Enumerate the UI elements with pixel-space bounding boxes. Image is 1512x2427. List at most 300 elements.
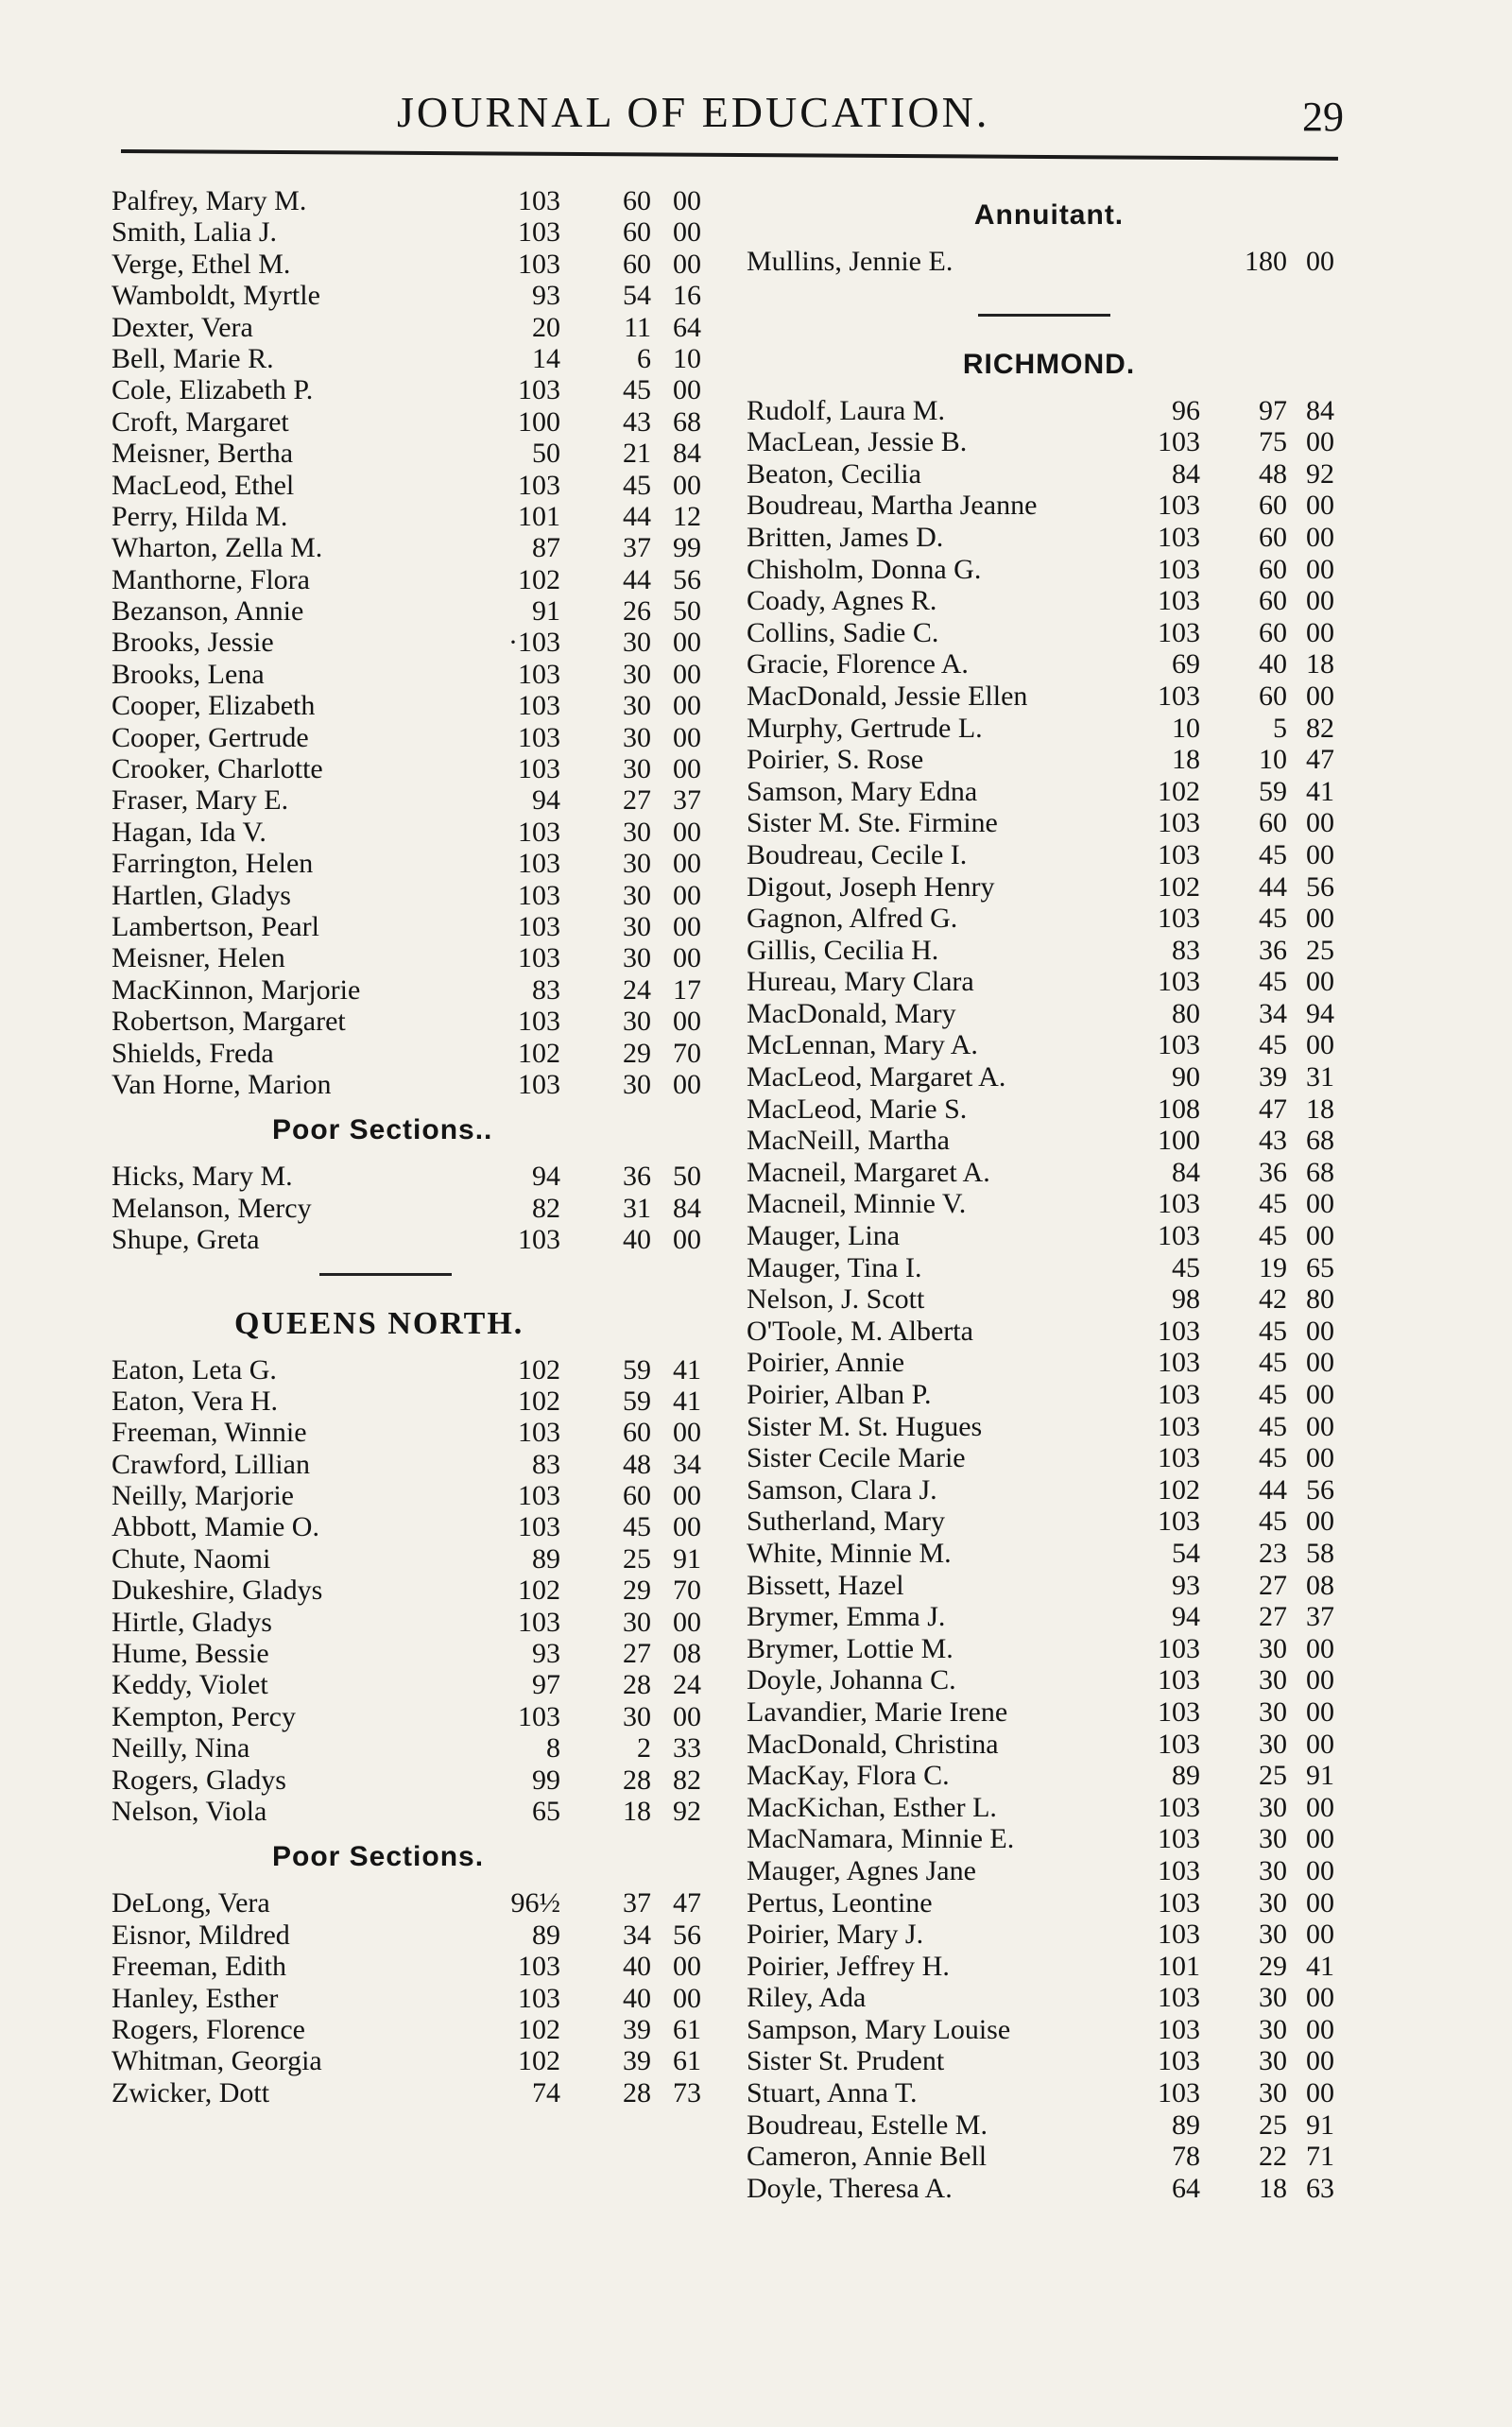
entry-days: 93 bbox=[532, 280, 560, 312]
entry-days: 103 bbox=[518, 690, 560, 722]
list-item bbox=[747, 1157, 1351, 1189]
entry-dollars: 40 bbox=[1259, 648, 1287, 680]
entry-days: 87 bbox=[532, 532, 560, 564]
list-item bbox=[747, 1474, 1351, 1506]
entry-name: Eaton, Leta G. bbox=[112, 1353, 277, 1386]
list-item bbox=[747, 680, 1351, 713]
entry-name: Cooper, Gertrude bbox=[112, 721, 309, 753]
entry-dollars: 39 bbox=[623, 2013, 651, 2045]
entry-name: Hicks, Mary M. bbox=[112, 1161, 293, 1193]
entry-cents: 64 bbox=[673, 311, 701, 343]
entry-cents: 70 bbox=[673, 1575, 701, 1607]
list-item bbox=[112, 1069, 716, 1100]
entry-name: Eaton, Vera H. bbox=[112, 1385, 279, 1417]
entry-name: Gracie, Florence A. bbox=[747, 648, 969, 680]
entry-name: Samson, Mary Edna bbox=[747, 775, 978, 807]
entry-days: 103 bbox=[518, 1068, 560, 1100]
entry-cents: 00 bbox=[1306, 1315, 1334, 1347]
entry-cents: 34 bbox=[673, 1448, 701, 1480]
entry-days: 103 bbox=[1158, 585, 1200, 617]
entry-days: 103 bbox=[518, 910, 560, 942]
entry-days: 94 bbox=[532, 784, 560, 817]
entry-dollars: 21 bbox=[623, 438, 651, 470]
entry-days: 8 bbox=[546, 1732, 560, 1764]
entry-dollars: 25 bbox=[1259, 1760, 1287, 1792]
list-item bbox=[112, 1919, 716, 1951]
entry-dollars: 45 bbox=[1259, 1315, 1287, 1347]
list-item bbox=[112, 1732, 716, 1764]
entry-dollars: 30 bbox=[623, 721, 651, 753]
entry-days: 102 bbox=[1158, 1473, 1200, 1506]
entry-dollars: 43 bbox=[1259, 1125, 1287, 1157]
entry-name: MacKichan, Esther L. bbox=[747, 1791, 997, 1823]
entry-cents: 00 bbox=[1306, 807, 1334, 839]
entry-days: 102 bbox=[1158, 870, 1200, 903]
entry-days: 102 bbox=[518, 1037, 560, 1069]
entry-dollars: 45 bbox=[1259, 1188, 1287, 1220]
entry-cents: 31 bbox=[1306, 1061, 1334, 1093]
list-item bbox=[747, 1982, 1351, 2014]
list-item bbox=[747, 903, 1351, 935]
entry-cents: 00 bbox=[1306, 1188, 1334, 1220]
entry-cents: 41 bbox=[1306, 775, 1334, 807]
entry-dollars: 59 bbox=[623, 1353, 651, 1386]
entry-cents: 00 bbox=[673, 1982, 701, 2014]
entry-days: 64 bbox=[1172, 2172, 1200, 2204]
entry-cents: 00 bbox=[1306, 680, 1334, 712]
list-item bbox=[747, 522, 1351, 554]
entry-name: Gagnon, Alfred G. bbox=[747, 903, 958, 935]
entry-days: 103 bbox=[1158, 1982, 1200, 2014]
entry-dollars: 60 bbox=[1259, 585, 1287, 617]
entry-name: MacKay, Flora C. bbox=[747, 1760, 950, 1792]
entry-name: Chute, Naomi bbox=[112, 1542, 271, 1575]
entry-dollars: 30 bbox=[1259, 1982, 1287, 2014]
entry-dollars: 30 bbox=[1259, 1919, 1287, 1951]
list-item bbox=[747, 1125, 1351, 1157]
entry-cents: 00 bbox=[1306, 1442, 1334, 1474]
entry-cents: 00 bbox=[1306, 521, 1334, 553]
list-item bbox=[747, 395, 1351, 427]
entry-dollars: 45 bbox=[1259, 1029, 1287, 1061]
header-rule bbox=[121, 149, 1338, 161]
poor-sections-heading-1: Poor Sections.. bbox=[272, 1114, 493, 1146]
entry-name: Sister Cecile Marie bbox=[747, 1442, 966, 1474]
entry-name: Mauger, Tina I. bbox=[747, 1251, 922, 1283]
entry-name: Wamboldt, Myrtle bbox=[112, 280, 320, 312]
entry-days: 103 bbox=[1158, 426, 1200, 458]
entry-name: Rogers, Gladys bbox=[112, 1764, 286, 1796]
list-item bbox=[747, 1093, 1351, 1126]
entry-dollars: 27 bbox=[623, 784, 651, 817]
entry-dollars: 30 bbox=[1259, 1632, 1287, 1664]
entry-dollars: 2 bbox=[637, 1732, 651, 1764]
entry-days: 108 bbox=[1158, 1093, 1200, 1125]
entry-cents: 80 bbox=[1306, 1283, 1334, 1316]
entry-name: Hagan, Ida V. bbox=[112, 816, 266, 848]
list-item bbox=[112, 659, 716, 690]
entry-dollars: 27 bbox=[623, 1638, 651, 1670]
entry-dollars: 28 bbox=[623, 2076, 651, 2109]
entry-dollars: 43 bbox=[623, 405, 651, 438]
entry-name: Neilly, Nina bbox=[112, 1732, 250, 1764]
entry-dollars: 60 bbox=[1259, 553, 1287, 585]
entry-cents: 17 bbox=[673, 973, 701, 1006]
list-item bbox=[112, 532, 716, 563]
entry-name: Cameron, Annie Bell bbox=[747, 2141, 988, 2173]
entry-name: Doyle, Theresa A. bbox=[747, 2172, 953, 2204]
entry-cents: 91 bbox=[1306, 1760, 1334, 1792]
list-item bbox=[112, 406, 716, 438]
entry-days: 91 bbox=[532, 595, 560, 628]
entry-days: 103 bbox=[518, 1480, 560, 1512]
entry-days: 103 bbox=[1158, 1442, 1200, 1474]
entry-days: 103 bbox=[1158, 1695, 1200, 1728]
entry-days: 103 bbox=[1158, 807, 1200, 839]
entry-name: Crawford, Lillian bbox=[112, 1448, 310, 1480]
entry-days: 103 bbox=[518, 658, 560, 690]
entry-dollars: 27 bbox=[1259, 1569, 1287, 1601]
entry-dollars: 37 bbox=[623, 532, 651, 564]
entry-cents: 73 bbox=[673, 2076, 701, 2109]
entry-name: Boudreau, Martha Jeanne bbox=[747, 490, 1038, 522]
list-item bbox=[747, 1188, 1351, 1220]
entry-cents: 37 bbox=[673, 784, 701, 817]
entry-cents: 00 bbox=[1306, 1791, 1334, 1823]
entry-name: Shields, Freda bbox=[112, 1037, 274, 1069]
entry-name: MacNeill, Martha bbox=[747, 1125, 950, 1157]
entry-cents: 00 bbox=[673, 1511, 701, 1543]
entry-cents: 84 bbox=[1306, 394, 1334, 426]
entry-dollars: 28 bbox=[623, 1669, 651, 1701]
entry-name: White, Minnie M. bbox=[747, 1537, 952, 1569]
entry-cents: 08 bbox=[673, 1638, 701, 1670]
entry-cents: 92 bbox=[673, 1795, 701, 1827]
entry-dollars: 39 bbox=[1259, 1061, 1287, 1093]
list-item bbox=[747, 1601, 1351, 1633]
list-item bbox=[112, 216, 716, 248]
entry-days: ·103 bbox=[508, 627, 560, 659]
entry-days: 89 bbox=[1172, 1760, 1200, 1792]
entry-name: Mauger, Lina bbox=[747, 1220, 901, 1252]
list-item bbox=[747, 998, 1351, 1030]
entry-cents: 00 bbox=[673, 1068, 701, 1100]
annuitant-list bbox=[747, 246, 1351, 278]
entry-dollars: 45 bbox=[1259, 1347, 1287, 1379]
entry-dollars: 25 bbox=[623, 1542, 651, 1575]
entry-cents: 00 bbox=[1306, 903, 1334, 935]
entry-days: 103 bbox=[518, 848, 560, 880]
entry-days: 20 bbox=[532, 311, 560, 343]
entry-cents: 10 bbox=[673, 342, 701, 374]
list-item bbox=[112, 1951, 716, 1982]
entry-cents: 00 bbox=[1306, 553, 1334, 585]
list-item bbox=[747, 458, 1351, 491]
entry-dollars: 36 bbox=[1259, 934, 1287, 966]
list-item bbox=[112, 280, 716, 311]
entry-cents: 16 bbox=[673, 280, 701, 312]
list-item bbox=[747, 1633, 1351, 1665]
entry-name: Nelson, J. Scott bbox=[747, 1283, 925, 1316]
entry-name: Robertson, Margaret bbox=[112, 1006, 346, 1038]
entry-dollars: 30 bbox=[1259, 2077, 1287, 2109]
entry-name: Eisnor, Mildred bbox=[112, 1919, 290, 1951]
entry-days: 103 bbox=[1158, 553, 1200, 585]
entry-dollars: 18 bbox=[1259, 2172, 1287, 2204]
entry-cents: 08 bbox=[1306, 1569, 1334, 1601]
entry-dollars: 45 bbox=[623, 469, 651, 501]
entry-name: Brymer, Emma J. bbox=[747, 1601, 946, 1633]
entry-days: 103 bbox=[518, 879, 560, 911]
entry-days: 103 bbox=[518, 816, 560, 848]
list-item bbox=[112, 1669, 716, 1700]
entry-cents: 92 bbox=[1306, 457, 1334, 490]
entry-days: 102 bbox=[518, 1353, 560, 1386]
entry-days: 103 bbox=[1158, 966, 1200, 998]
entry-cents: 84 bbox=[673, 1192, 701, 1224]
entry-cents: 00 bbox=[1306, 1029, 1334, 1061]
entry-cents: 00 bbox=[673, 1224, 701, 1256]
list-item bbox=[747, 1347, 1351, 1379]
list-item bbox=[112, 343, 716, 374]
list-item bbox=[747, 1252, 1351, 1284]
entry-cents: 00 bbox=[673, 216, 701, 249]
entry-cents: 00 bbox=[1306, 1886, 1334, 1919]
entry-cents: 00 bbox=[1306, 1664, 1334, 1696]
entry-dollars: 75 bbox=[1259, 426, 1287, 458]
entry-dollars: 44 bbox=[1259, 870, 1287, 903]
list-item bbox=[747, 648, 1351, 680]
entry-days: 101 bbox=[518, 500, 560, 532]
entry-days: 18 bbox=[1172, 744, 1200, 776]
entry-name: Bissett, Hazel bbox=[747, 1569, 904, 1601]
list-item bbox=[112, 185, 716, 216]
entry-name: MacLean, Jessie B. bbox=[747, 426, 968, 458]
list-item bbox=[747, 1538, 1351, 1570]
list-item bbox=[112, 722, 716, 753]
list-item bbox=[112, 1386, 716, 1417]
entry-name: Croft, Margaret bbox=[112, 405, 289, 438]
entry-days: 103 bbox=[1158, 1823, 1200, 1855]
entry-cents: 00 bbox=[1306, 2013, 1334, 2045]
entry-cents: 50 bbox=[673, 1161, 701, 1193]
entry-cents: 00 bbox=[673, 942, 701, 974]
entry-name: Poirier, Mary J. bbox=[747, 1919, 924, 1951]
entry-dollars: 60 bbox=[623, 1480, 651, 1512]
entry-name: Van Horne, Marion bbox=[112, 1068, 332, 1100]
entry-days: 103 bbox=[1158, 1854, 1200, 1886]
entry-days: 103 bbox=[1158, 903, 1200, 935]
entry-days: 103 bbox=[1158, 1728, 1200, 1760]
entry-name: Beaton, Cecilia bbox=[747, 457, 921, 490]
entry-days: 103 bbox=[1158, 1886, 1200, 1919]
entry-dollars: 30 bbox=[1259, 1854, 1287, 1886]
entry-days: 89 bbox=[532, 1542, 560, 1575]
entry-dollars: 10 bbox=[1259, 744, 1287, 776]
entry-name: Chisholm, Donna G. bbox=[747, 553, 982, 585]
entry-dollars: 40 bbox=[623, 1951, 651, 1983]
list-item bbox=[747, 1379, 1351, 1411]
entry-dollars: 30 bbox=[1259, 1728, 1287, 1760]
list-item bbox=[747, 426, 1351, 458]
entry-name: Macneil, Minnie V. bbox=[747, 1188, 967, 1220]
entry-name: Brooks, Lena bbox=[112, 658, 265, 690]
entry-dollars: 23 bbox=[1259, 1537, 1287, 1569]
entry-dollars: 19 bbox=[1259, 1251, 1287, 1283]
entry-name: Rogers, Florence bbox=[112, 2013, 305, 2045]
list-item bbox=[112, 1417, 716, 1448]
entry-name: Manthorne, Flora bbox=[112, 563, 310, 595]
entry-days: 54 bbox=[1172, 1537, 1200, 1569]
entry-cents: 65 bbox=[1306, 1251, 1334, 1283]
entry-dollars: 48 bbox=[1259, 457, 1287, 490]
entry-days: 103 bbox=[1158, 838, 1200, 870]
entry-dollars: 48 bbox=[623, 1448, 651, 1480]
list-item bbox=[112, 1983, 716, 2014]
entry-cents: 00 bbox=[673, 658, 701, 690]
entry-name: DeLong, Vera bbox=[112, 1887, 270, 1919]
entry-days: 103 bbox=[518, 1224, 560, 1256]
entry-dollars: 34 bbox=[623, 1919, 651, 1951]
entry-days: 89 bbox=[1172, 2109, 1200, 2141]
entry-cents: 00 bbox=[1306, 490, 1334, 522]
entry-cents: 68 bbox=[673, 405, 701, 438]
entry-dollars: 39 bbox=[623, 2045, 651, 2077]
entry-days: 103 bbox=[518, 469, 560, 501]
list-item bbox=[112, 2014, 716, 2045]
entry-name: Murphy, Gertrude L. bbox=[747, 712, 983, 744]
entry-cents: 00 bbox=[1306, 1919, 1334, 1951]
entry-name: Mauger, Agnes Jane bbox=[747, 1854, 976, 1886]
list-item bbox=[112, 374, 716, 405]
entry-name: Fraser, Mary E. bbox=[112, 784, 289, 817]
entry-cents: 91 bbox=[673, 1542, 701, 1575]
entry-cents: 00 bbox=[673, 1700, 701, 1732]
entry-dollars: 45 bbox=[1259, 1379, 1287, 1410]
list-item bbox=[112, 784, 716, 816]
entry-name: Hume, Bessie bbox=[112, 1638, 269, 1670]
entry-dollars: 36 bbox=[623, 1161, 651, 1193]
entry-cents: 00 bbox=[673, 1006, 701, 1038]
entry-name: Britten, James D. bbox=[747, 521, 944, 553]
list-item bbox=[747, 1792, 1351, 1824]
entry-cents: 24 bbox=[673, 1669, 701, 1701]
entry-days: 102 bbox=[1158, 775, 1200, 807]
entry-name: Nelson, Viola bbox=[112, 1795, 267, 1827]
entry-name: Freeman, Winnie bbox=[112, 1417, 307, 1449]
entry-dollars: 45 bbox=[1259, 903, 1287, 935]
entry-dollars: 40 bbox=[623, 1982, 651, 2014]
entry-days: 84 bbox=[1172, 457, 1200, 490]
entry-days: 103 bbox=[1158, 2077, 1200, 2109]
richmond-heading: RICHMOND. bbox=[962, 348, 1136, 380]
poor-sections-list-2 bbox=[112, 1887, 716, 2109]
list-item bbox=[112, 438, 716, 469]
entry-name: Poirier, Alban P. bbox=[747, 1379, 932, 1410]
entry-dollars: 45 bbox=[1259, 1220, 1287, 1252]
entry-name: MacNamara, Minnie E. bbox=[747, 1823, 1015, 1855]
entry-dollars: 44 bbox=[623, 563, 651, 595]
entry-cents: 58 bbox=[1306, 1537, 1334, 1569]
entry-days: 103 bbox=[1158, 1664, 1200, 1696]
entry-days: 103 bbox=[518, 185, 560, 216]
entry-dollars: 45 bbox=[623, 1511, 651, 1543]
entry-dollars: 30 bbox=[623, 1606, 651, 1638]
list-item bbox=[112, 2077, 716, 2109]
entry-cents: 00 bbox=[1306, 616, 1334, 648]
entry-cents: 00 bbox=[673, 1480, 701, 1512]
entry-days: 90 bbox=[1172, 1061, 1200, 1093]
entry-days: 100 bbox=[1158, 1125, 1200, 1157]
entry-name: Keddy, Violet bbox=[112, 1669, 268, 1701]
entry-dollars: 29 bbox=[623, 1575, 651, 1607]
entry-cents: 00 bbox=[1306, 1695, 1334, 1728]
section-divider bbox=[112, 1256, 716, 1294]
entry-days: 45 bbox=[1172, 1251, 1200, 1283]
entry-cents: 71 bbox=[1306, 2141, 1334, 2173]
entry-days: 103 bbox=[1158, 521, 1200, 553]
list-item bbox=[112, 817, 716, 848]
entry-cents: 00 bbox=[1306, 1854, 1334, 1886]
list-item bbox=[747, 1823, 1351, 1855]
list-item bbox=[112, 1038, 716, 1069]
list-item bbox=[112, 1224, 716, 1255]
entry-name: Meisner, Bertha bbox=[112, 438, 294, 470]
entry-dollars: 45 bbox=[1259, 1506, 1287, 1538]
entry-name: Verge, Ethel M. bbox=[112, 248, 291, 280]
list-item bbox=[112, 911, 716, 942]
list-item bbox=[747, 1506, 1351, 1538]
entry-cents: 12 bbox=[673, 500, 701, 532]
entry-dollars: 60 bbox=[1259, 616, 1287, 648]
entry-name: Lambertson, Pearl bbox=[112, 910, 319, 942]
entry-dollars: 40 bbox=[623, 1224, 651, 1256]
entry-days: 103 bbox=[1158, 2013, 1200, 2045]
entry-dollars: 44 bbox=[1259, 1473, 1287, 1506]
list-item bbox=[747, 554, 1351, 586]
entry-name: Cooper, Elizabeth bbox=[112, 690, 316, 722]
list-item bbox=[747, 1887, 1351, 1919]
list-item bbox=[747, 713, 1351, 745]
entry-name: Kempton, Percy bbox=[112, 1700, 296, 1732]
entry-cents: 00 bbox=[673, 374, 701, 406]
entry-name: Hirtle, Gladys bbox=[112, 1606, 272, 1638]
entry-days: 103 bbox=[518, 1951, 560, 1983]
entry-dollars: 18 bbox=[623, 1795, 651, 1827]
entry-days: 103 bbox=[1158, 1029, 1200, 1061]
entry-days: 97 bbox=[532, 1669, 560, 1701]
entry-name: Whitman, Georgia bbox=[112, 2045, 322, 2077]
entry-cents: 94 bbox=[1306, 997, 1334, 1029]
entry-dollars: 26 bbox=[623, 595, 651, 628]
list-item bbox=[112, 1006, 716, 1037]
entry-name: Macneil, Margaret A. bbox=[747, 1156, 990, 1188]
entry-days: 82 bbox=[532, 1192, 560, 1224]
list-item bbox=[747, 2141, 1351, 2173]
entry-days: 102 bbox=[518, 1575, 560, 1607]
entry-cents: 68 bbox=[1306, 1156, 1334, 1188]
entry-days: 83 bbox=[532, 973, 560, 1006]
entry-days: 103 bbox=[1158, 1410, 1200, 1442]
entry-dollars: 60 bbox=[623, 216, 651, 249]
entry-dollars: 45 bbox=[1259, 838, 1287, 870]
page-number: 29 bbox=[1302, 94, 1344, 140]
entry-cents: 00 bbox=[673, 469, 701, 501]
entry-dollars: 30 bbox=[1259, 1886, 1287, 1919]
list-item bbox=[747, 1029, 1351, 1061]
entry-dollars: 60 bbox=[1259, 490, 1287, 522]
entry-days: 103 bbox=[1158, 1315, 1200, 1347]
